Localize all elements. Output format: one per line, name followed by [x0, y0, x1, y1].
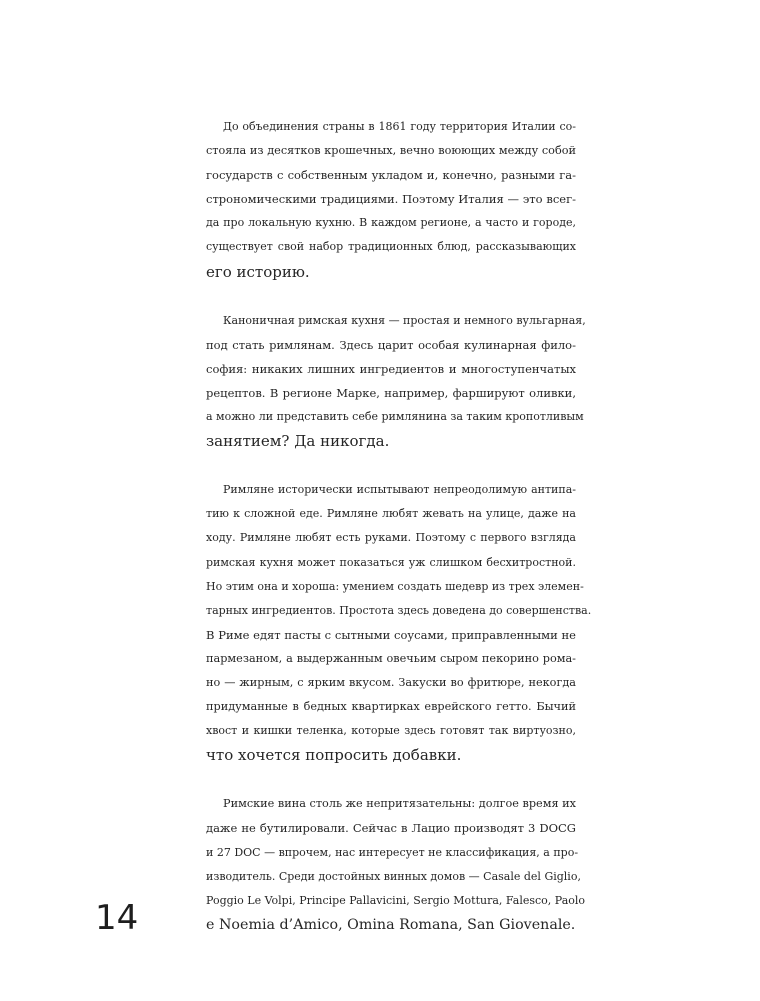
text-line: что хочется попросить добавки. [206, 746, 462, 765]
text-line: тарных ингредиентов. Простота здесь доведена до совершенства. [206, 603, 592, 617]
paragraph-4 [206, 792, 586, 937]
paragraph-2 [206, 309, 586, 454]
text-line: рецептов. В регионе Марке, например, фаршируют оливки, [206, 385, 576, 400]
text-line: даже не бутилировали. Сейчас в Лацио производят 3 DOCG [206, 821, 576, 836]
text-line: но — жирным, с ярким вкусом. Закуски во фритюре, некогда [206, 675, 576, 689]
text-line: существует свой набор традиционных блюд, рассказывающих [206, 240, 576, 254]
text-line: хвост и кишки теленка, которые здесь готовят так виртуозно, [206, 724, 576, 738]
paragraph-1 [206, 115, 576, 284]
text-line: да про локальную кухню. В каждом регионе, а часто и городе, [206, 216, 576, 230]
text-line: В Риме едят пасты с сытными соусами, приправленными не [206, 627, 576, 642]
text-line: стояла из десятков крошечных, вечно воюющих между собой [206, 144, 576, 158]
text-line: До объединения страны в 1861 году территория Италии со- [223, 120, 576, 133]
text-line: Римляне исторически испытывают непреодолимую антипа- [223, 483, 576, 497]
text-line: под стать римлянам. Здесь царит особая кулинарная фило- [206, 337, 576, 352]
text-line: e Noemia d’Amico, Omina Romana, San Giovenale. [206, 916, 576, 933]
text-line: тию к сложной еде. Римляне любят жевать на улице, даже на [206, 507, 576, 521]
text-line: Но этим она и хороша: умением создать шедевр из трех элемен- [206, 579, 584, 593]
text-line: государств с собственным укладом и, конечно, разными га- [206, 168, 576, 183]
text-line: Poggio Le Volpi, Principe Pallavicini, Sergio Mottura, Falesco, Paolo [206, 893, 586, 907]
text-line: Каноничная римская кухня — простая и немного вульгарная, [223, 313, 586, 327]
text-line: занятием? Да никогда. [206, 432, 390, 451]
text-line: софия: никаких лишних ингредиентов и многоступенчатых [206, 361, 576, 376]
text-line: пармезаном, а выдержанным овечьим сыром пекорино рома- [206, 651, 576, 665]
text-line: придуманные в бедных квартирках еврейского гетто. Бычий [206, 700, 576, 714]
text-line: строномическими традициями. Поэтому Италия — это всег- [206, 192, 576, 207]
text-line: его историю. [206, 262, 310, 281]
body-text [206, 115, 592, 962]
text-line: Римские вина столь же непритязательны: долгое время их [223, 797, 576, 811]
text-line: римская кухня может показаться уж слишком бесхитростной. [206, 555, 576, 569]
text-line: ходу. Римляне любят есть руками. Поэтому с первого взгляда [206, 531, 576, 545]
text-line: а можно ли представить себе римлянина за таким кропотливым [206, 410, 584, 424]
text-line: изводитель. Среди достойных винных домов — Casale del Giglio, [206, 869, 581, 883]
page-number: 14 [95, 898, 139, 938]
text-line: и 27 DOC — впрочем, нас интересует не классификация, а про- [206, 845, 579, 859]
paragraph-3 [206, 478, 592, 767]
